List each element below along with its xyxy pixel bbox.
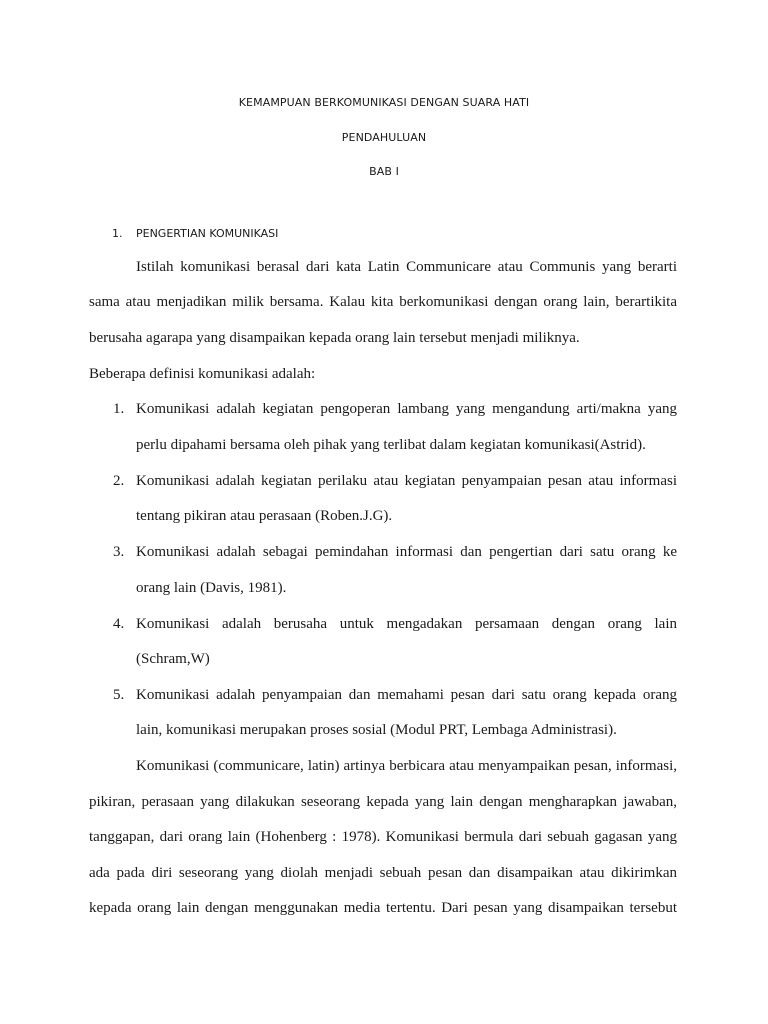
list-item-line: (Schram,W)	[136, 651, 210, 667]
definitions-intro: Beberapa definisi komunikasi adalah:	[89, 366, 316, 382]
list-item-line: lain, komunikasi merupakan proses sosial (Modul PRT, Lembaga Administrasi).	[136, 722, 617, 738]
list-item-line: Komunikasi adalah kegiatan pengoperan lambang yang mengandung arti/makna yang	[136, 401, 677, 417]
paragraph-line: berusaha agarapa yang disampaikan kepada orang lain tersebut menjadi miliknya.	[89, 330, 580, 346]
section-number: 1.	[112, 227, 123, 240]
list-item-line: Komunikasi adalah kegiatan perilaku atau kegiatan penyampaian pesan atau informasi	[136, 473, 677, 489]
list-item-line: orang lain (Davis, 1981).	[136, 580, 287, 596]
paragraph-line: Istilah komunikasi berasal dari kata Latin Communicare atau Communis yang berarti	[136, 259, 677, 275]
list-item-line: Komunikasi adalah berusaha untuk mengadakan persamaan dengan orang lain	[136, 616, 677, 632]
paragraph-line: Komunikasi (communicare, latin) artinya berbicara atau menyampaikan pesan, informasi,	[136, 758, 677, 774]
paragraph-line: tanggapan, dari orang lain (Hohenberg : 1978). Komunikasi bermula dari sebuah gagasan yang	[89, 829, 677, 845]
list-item-number: 4.	[113, 616, 125, 632]
list-item-number: 2.	[113, 473, 125, 489]
paragraph-line: sama atau menjadikan milik bersama. Kalau kita berkomunikasi dengan orang lain, berartikita	[89, 294, 677, 310]
list-item-line: Komunikasi adalah sebagai pemindahan informasi dan pengertian dari satu orang ke	[136, 544, 677, 560]
list-item-number: 5.	[113, 687, 125, 703]
section-heading	[112, 227, 278, 240]
chapter-label: BAB I	[369, 165, 399, 178]
list-item-number: 1.	[113, 401, 125, 417]
list-item-line: tentang pikiran atau perasaan (Roben.J.G).	[136, 508, 393, 524]
section-title: PENGERTIAN KOMUNIKASI	[136, 227, 279, 240]
paragraph-line: kepada orang lain dengan menggunakan media tertentu. Dari pesan yang disampaikan tersebut	[89, 900, 677, 916]
document-title: KEMAMPUAN BERKOMUNIKASI DENGAN SUARA HATI	[238, 96, 530, 109]
list-item-line: perlu dipahami bersama oleh pihak yang terlibat dalam kegiatan komunikasi(Astrid).	[136, 437, 646, 453]
list-item-line: Komunikasi adalah penyampaian dan memahami pesan dari satu orang kepada orang	[136, 687, 677, 703]
paragraph-line: pikiran, perasaan yang dilakukan seseorang kepada yang lain dengan mengharapkan jawaban,	[89, 794, 677, 810]
document-subtitle: PENDAHULUAN	[341, 131, 427, 144]
list-item-number: 3.	[113, 544, 125, 560]
paragraph-line: ada pada diri seseorang yang diolah menjadi sebuah pesan dan disampaikan atau dikirimkan	[89, 865, 677, 881]
